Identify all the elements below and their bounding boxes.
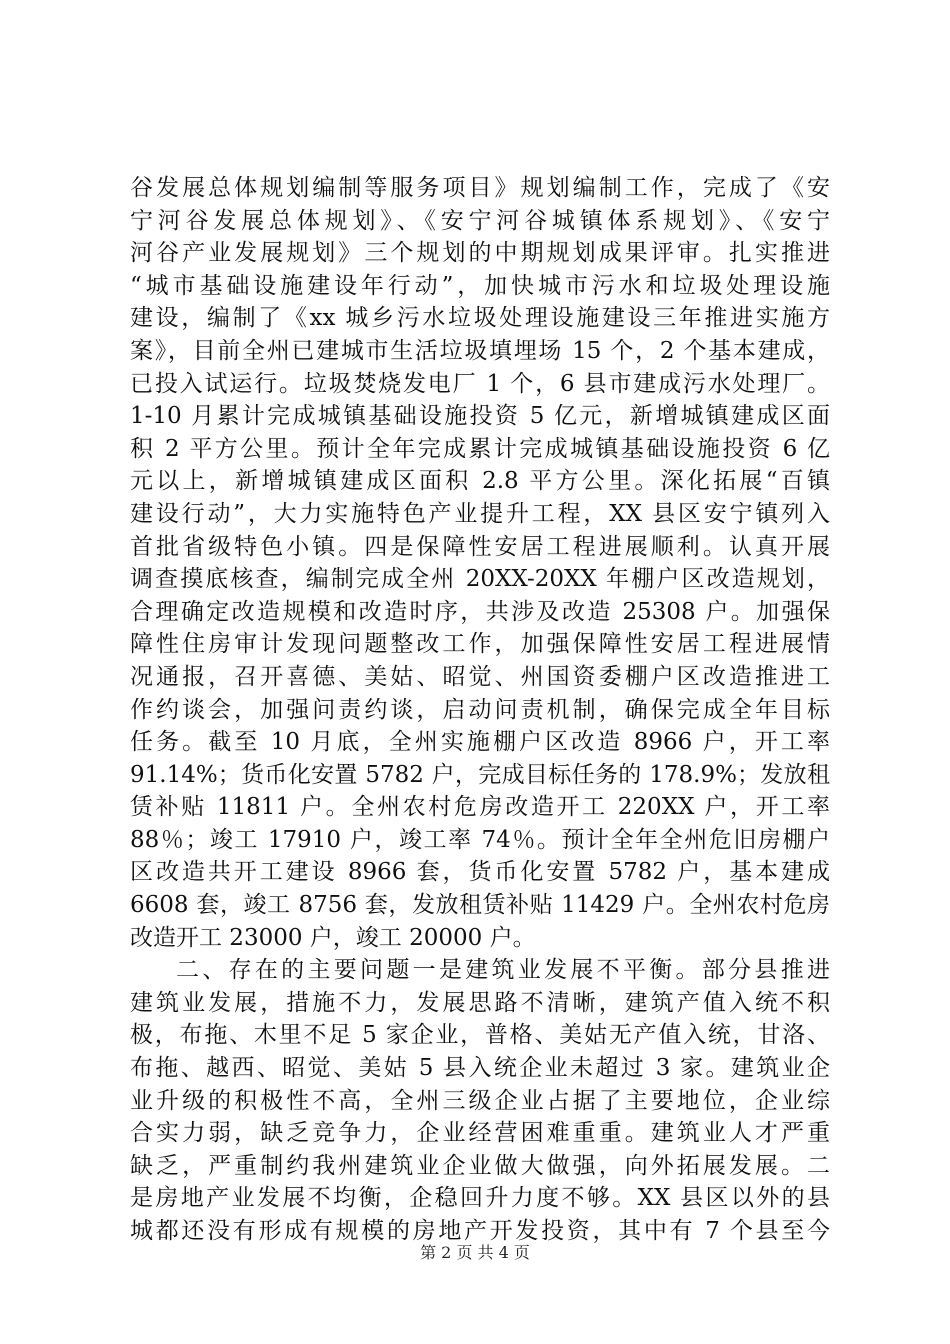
paragraph-1 bbox=[130, 172, 830, 954]
text-line: 极，布拖、木里不足 5 家企业，普格、美姑无产值入统，甘洛、 bbox=[130, 1022, 830, 1049]
text-line: 合理确定改造规模和改造时序，共涉及改造 25308 户。加强保 bbox=[130, 598, 830, 625]
page-number-footer: 第 2 页 共 4 页 bbox=[420, 1243, 530, 1262]
text-line: 是房地产业发展不均衡，企稳回升力度不够。XX 县区以外的县 bbox=[130, 1185, 830, 1212]
text-line: 88％；竣工 17910 户，竣工率 74％。预计全年全州危旧房棚户 bbox=[130, 826, 830, 853]
text-line: 元以上，新增城镇建成区面积 2.8 平方公里。深化拓展“百镇 bbox=[130, 468, 830, 495]
text-line: 首批省级特色小镇。四是保障性安居工程进展顺利。认真开展 bbox=[130, 533, 830, 560]
text-line: 案》，目前全州已建城市生活垃圾填埋场 15 个，2 个基本建成， bbox=[130, 337, 830, 364]
text-line: 91.14%；货币化安置 5782 户，完成目标任务的 178.9%；发放租 bbox=[130, 761, 830, 788]
text-line: 任务。截至 10 月底，全州实施棚户区改造 8966 户，开工率 bbox=[130, 729, 830, 756]
text-line: 河谷产业发展规划》三个规划的中期规划成果评审。扎实推进 bbox=[130, 240, 830, 267]
document-body bbox=[130, 172, 830, 1248]
text-line: 建设行动”，大力实施特色产业提升工程，XX 县区安宁镇列入 bbox=[130, 500, 830, 527]
text-line: 作约谈会，加强问责约谈，启动问责机制，确保完成全年目标 bbox=[130, 696, 830, 723]
text-line: 宁河谷发展总体规划》、《安宁河谷城镇体系规划》、《安宁 bbox=[130, 207, 830, 234]
text-line: 障性住房审计发现问题整改工作，加强保障性安居工程进展情 bbox=[130, 631, 830, 658]
text-line: 合实力弱，缺乏竞争力，企业经营困难重重。建筑业人才严重 bbox=[130, 1120, 830, 1147]
text-line: 赁补贴 11811 户。全州农村危房改造开工 220XX 户，开工率 bbox=[130, 794, 830, 821]
text-line: 建筑业发展，措施不力，发展思路不清晰，建筑产值入统不积 bbox=[130, 989, 830, 1016]
text-line: 业升级的积极性不高，全州三级企业占据了主要地位，企业综 bbox=[130, 1087, 830, 1114]
text-line: 区改造共开工建设 8966 套，货币化安置 5782 户，基本建成 bbox=[130, 859, 830, 886]
text-line: 调查摸底核查，编制完成全州 20XX-20XX 年棚户区改造规划， bbox=[130, 566, 830, 593]
text-line: 6608 套，竣工 8756 套，发放租赁补贴 11429 户。全州农村危房 bbox=[130, 892, 830, 919]
paragraph-2 bbox=[130, 954, 830, 1247]
text-line: “城市基础设施建设年行动”，加快城市污水和垃圾处理设施 bbox=[130, 272, 830, 299]
text-line: 二、存在的主要问题一是建筑业发展不平衡。部分县推进 bbox=[176, 957, 830, 984]
text-line: 建设，编制了《xx 城乡污水垃圾处理设施建设三年推进实施方 bbox=[130, 305, 830, 332]
text-line: 缺乏，严重制约我州建筑业企业做大做强，向外拓展发展。二 bbox=[130, 1152, 830, 1179]
text-line: 已投入试运行。垃圾焚烧发电厂 1 个，6 县市建成污水处理厂。 bbox=[130, 370, 830, 397]
text-line: 城都还没有形成有规模的房地产开发投资，其中有 7 个县至今 bbox=[130, 1218, 830, 1244]
text-line: 况通报，召开喜德、美姑、昭觉、州国资委棚户区改造推进工 bbox=[130, 663, 830, 690]
text-line: 布拖、越西、昭觉、美姑 5 县入统企业未超过 3 家。建筑业企 bbox=[130, 1055, 830, 1082]
text-line: 积 2 平方公里。预计全年完成累计完成城镇基础设施投资 6 亿 bbox=[130, 435, 830, 462]
text-line: 谷发展总体规划编制等服务项目》规划编制工作，完成了《安 bbox=[130, 175, 830, 201]
text-line: 1-10 月累计完成城镇基础设施投资 5 亿元，新增城镇建成区面 bbox=[130, 403, 830, 430]
text-line: 改造开工 23000 户，竣工 20000 户。 bbox=[130, 924, 536, 951]
